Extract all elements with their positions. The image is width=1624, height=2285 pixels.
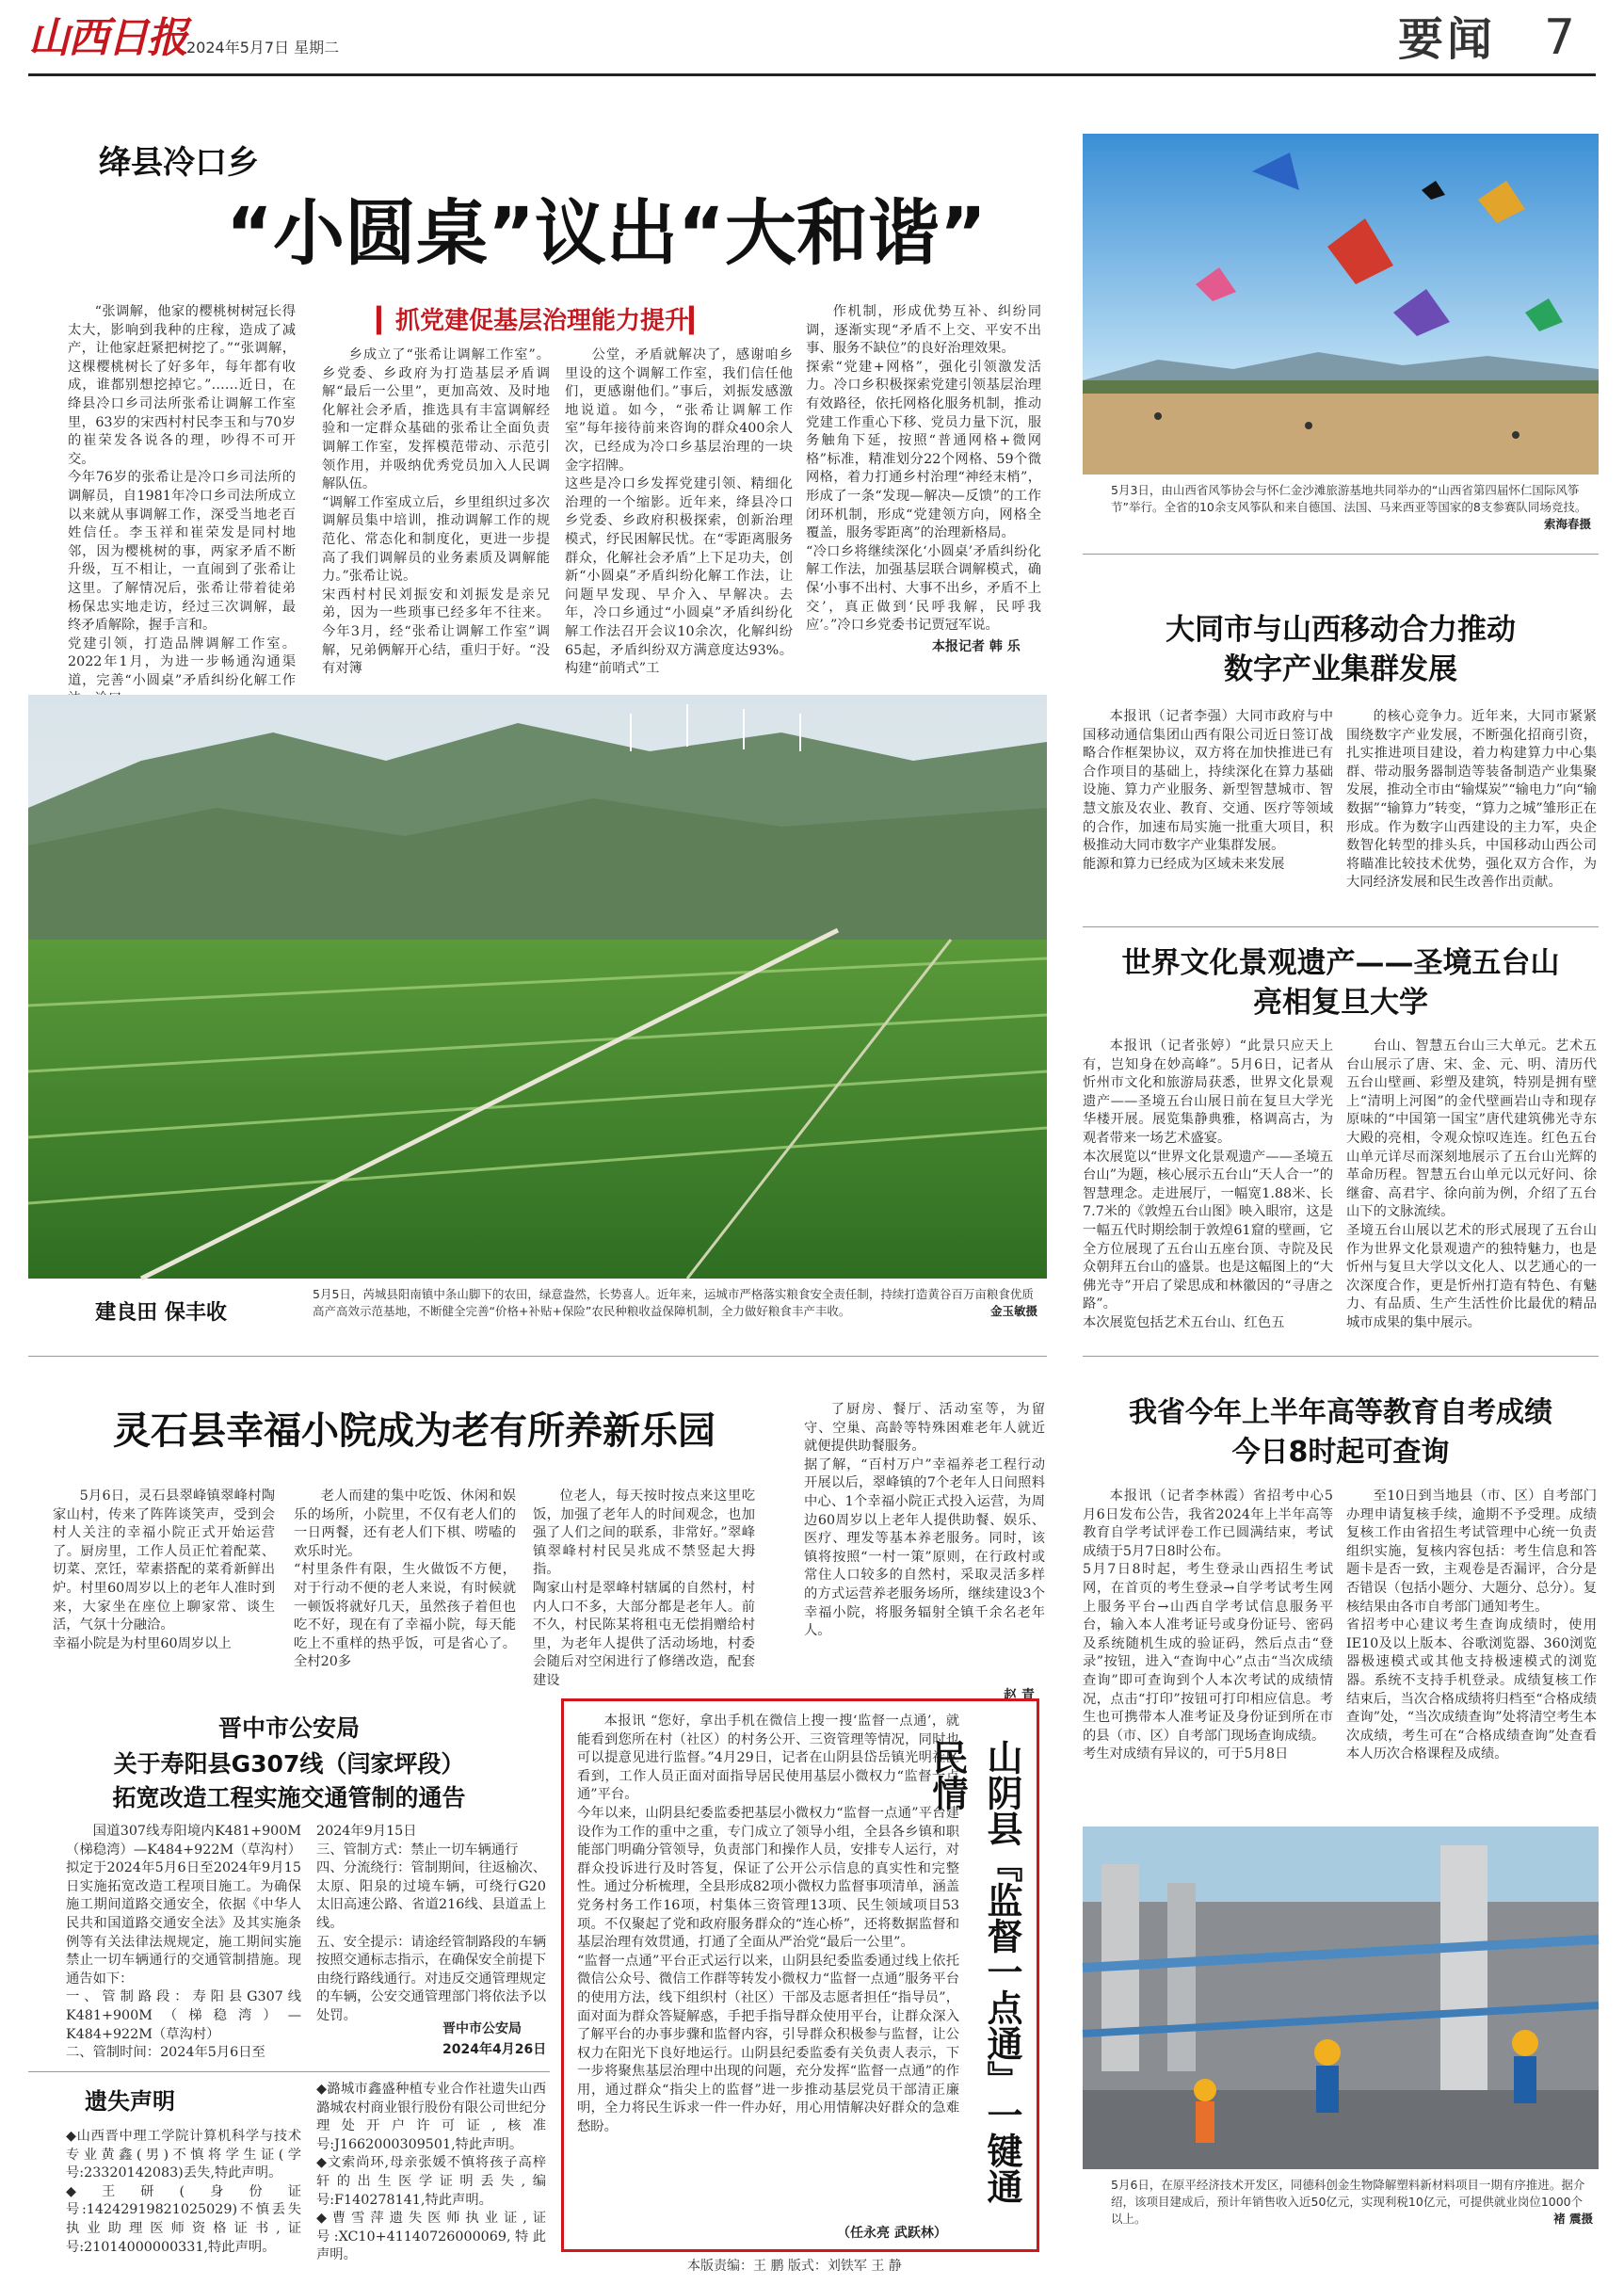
notice-org: 晋中市公安局: [217, 1714, 360, 1742]
article-title: “小圆桌”议出“大和谐”: [226, 191, 987, 275]
lost-col-1: ◆山西晋中理工学院计算机科学与技术专业黄鑫(男)不慎将学生证(学号:23320142083)丢失,特此声明。 ◆王研(身份证号:14242919821025029)不慎丢失执业助理医师资格证书,证号:21014000000331,特此声明。: [66, 2129, 301, 2255]
lingshi-title: 灵石县幸福小院成为老有所养新乐园: [113, 1409, 716, 1453]
lost-title: 遗失声明: [85, 2088, 175, 2115]
lingshi-col-1: 5月6日，灵石县翠峰镇翠峰村陶家山村，传来了阵阵谈笑声，受到会村人关注的幸福小院正式开始运营了。厨房里，工作人员正忙着配菜、切菜、烹饪，荤素搭配的菜肴新鲜出炉。村里60周岁以上的老年人准时到来，大家坐在座位上聊家常、谈生活，气氛十分融洽。 幸福小院是为村里60周岁以上: [53, 1488, 275, 1651]
article-lengkou: [28, 94, 1047, 688]
lost-col-2: ◆潞城市鑫盛种植专业合作社遗失山西潞城农村商业银行股份有限公司世纪分理处开户许可证,核准号:J1662000309501,特此声明。 ◆文索尚环,母亲张媛不慎将孩子高梓轩的出生医学证明丢失,编号:F140278141,特此声明。 ◆曹雪萍遗失医师执业证,证号:XC10+41140726000069,特此声明。: [316, 2082, 546, 2263]
exam-col-1: 本报讯（记者李林霞）省招考中心5月6日发布公告，我省2024年上半年高等教育自学考试评卷工作已圆满结束，考试成绩于5月7日8时公布。 5月7日8时起，考生登录山西招生考试网，在首页的考生登录→自学考试考生网上服务平台→山西自学考试信息服务平台，输入本人准考证号或身份证号、密码及系统随机生成的验证码，然后点击“登录”按钮，进入“查询中心”点击“当次成绩查询”即可查询到个人本次考试的成绩情况，点击“打印”按钮可打印相应信息。考生也可携带本人准考证及身份证到所在市的县（市、区）自考部门现场查询成绩。 考生对成绩有异议的，可于5月8日: [1083, 1488, 1333, 1762]
exam-col-2: 至10日到当地县（市、区）自考部门办理申请复核手续，逾期不予受理。成绩复核工作由省招生考试管理中心统一负责组织实施，复核内容包括：考生信息和答题卡是否一致，主观卷是否漏评，合分是否错误（包括小题分、大题分、总分）。复核结果由各市自考部门通知考生。 省招考中心建议考生查询成绩时，使用IE10及以上版本、谷歌浏览器、360浏览器极速模式或其他支持极速模式的浏览器。系统不支持手机登录。成绩复核工作结束后，当次合格成绩将归档至“合格成绩查询”处，“当次成绩查询”处将清空考生本次成绩，考生可在“合格成绩查询”处查看本人历次合格课程及成绩。: [1346, 1488, 1597, 1762]
factory-credit: 褚 震摄: [1553, 2212, 1593, 2226]
masthead: [0, 0, 1624, 77]
shanyin-text: 本报讯 “您好，拿出手机在微信上搜一搜‘监督一点通’，就能看到您所在村（社区）的村务公开、三资管理等情况，同时也可以提意见进行监督。”4月29日，记者在山阴县岱岳镇光明社区看到，工作人员正面对面指导居民使用基层小微权力“监督一点通”平台。 今年以来，山阴县纪委监委把基层小微权力“监督一点通”平台建设作为工作的重中之重，专门成立了领导小组，全县各乡镇和职能部门明确分管领导，负责部门和操作人员，安排专人运行，对群众投诉进行及时答复，保证了公开公示信息的真实性和完整性。通过分析梳理，全县形成82项小微权力监督事项清单，涵盖党务村务工作16项，村集体三资管理13项、民生领域项目53项。不仅聚起了党和政府服务群众的“连心桥”，还将数据监督和基层治理有效贯通，打通了全面从严治党“最后一公里”。 “监督一点通”平台正式运行以来，山阴县纪委监委通过线上依托微信公众号、微信工作群等转发小微权力“监督一点通”服务平台的使用方法，线下组织村（社区）干部及志愿者担任“指导员”，面对面为群众答疑解惑，手把手指导群众使用平台，让群众深入了解平台的办事步骤和监督内容，引导群众积极参与监督，让公权力在阳光下良好地运行。山阴县纪委监委有关负责人表示，下一步将聚焦基层治理中出现的问题，充分发挥“监督一点通”的作用，通过群众“指尖上的监督”进一步推动基层党员干部清正廉明，全力将民生诉求一件一件办好，用心用情解决好群众的急难愁盼。: [577, 1714, 959, 2135]
rule-notice-bottom: [28, 2071, 550, 2072]
lost-statements: [28, 2079, 550, 2263]
issue-date: 2024年5月7日 星期二: [186, 39, 340, 56]
kites-caption: [1111, 482, 1591, 539]
factory-caption: [1111, 2177, 1593, 2235]
fields-caption-text: 5月5日，芮城县阳南镇中条山脚下的农田，绿意盎然，长势喜人。近年来，运城市严格落实粮食安全责任制，持续打造黄谷百万亩粮食优质高产高效示范基地，不断健全完善“价格+补贴+保险”农民种粮收益保障机制，全力做好粮食丰产丰收。: [313, 1287, 1034, 1318]
lingshi-col-4: 了厨房、餐厅、活动室等，为留守、空巢、高龄等特殊困难老年人就近就便提供助餐服务。 据了解，“百村万户”幸福养老工程行动开展以后，翠峰镇的7个老年人日间照料中心、1个幸福小院正式投入运营，为周边60周岁以上老年人提供助餐、娱乐、医疗、理发等基本养老服务。同时，该镇将按照“一村一策”原则，在行政村或常住人口较多的自然村，采取灵活多样的方式运营养老服务场所，继续建设3个幸福小院，将服务辐射全镇千余名老年人。: [804, 1402, 1045, 1639]
fields-caption: [313, 1286, 1037, 1343]
rule-right-1: [1083, 554, 1599, 555]
photo-fields: [28, 695, 1047, 1279]
kites-credit: 索海春摄: [1543, 517, 1591, 531]
shanyin-title: 山阴县『监督一点通』一键通民情: [926, 1739, 1022, 2204]
rule-right-2: [1083, 926, 1599, 927]
notice-title: 关于寿阳县G307线（闫家坪段） 拓宽改造工程实施交通管制的通告: [112, 1750, 466, 1811]
article-subhead: [322, 305, 763, 337]
shanyin-box: [561, 1698, 1039, 2252]
fields-image: [28, 695, 1047, 1279]
rule-right-3: [1083, 1356, 1599, 1357]
lingshi-col-2: 老人而建的集中吃饭、休闲和娱乐的场所，小院里，不仅有老人们的一日两餐，还有老人们下棋、唠嗑的欢乐时光。 “村里条件有限，生火做饭不方便，对于行动不便的老人来说，有时候就一顿饭将就好几天，虽然孩子着但也吃不好，现在有了幸福小院，每天能吃上不重样的热乎饭，可是省心了。全村20多: [294, 1488, 516, 1670]
datong-title: 大同市与山西移动合力推动 数字产业集群发展: [1166, 613, 1516, 686]
factory-caption-text: 5月6日，在原平经济技术开发区，同德科创金生物降解塑料新材料项目一期有序推进。据介绍，该项目建成后，预计年销售收入近50亿元，实现利税10亿元，可提供就业岗位1000个以上。: [1111, 2178, 1585, 2226]
kites-caption-text: 5月3日，由山西省风筝协会与怀仁金沙滩旅游基地共同举办的“山西省第四届怀仁国际风筝节”举行。全省的10余支风筝队和来自德国、法国、马来西亚等国家的8支参赛队同场竞技。: [1111, 483, 1587, 514]
newspaper-logo: 山西日报: [28, 14, 186, 62]
notice-col-1: 国道307线寿阳境内K481+900M（梯稳湾）—K484+922M（草沟村）拟定于2024年5月6日至2024年9月15日实施拓宽改造工程项目施工。为确保施工期间道路交通安全，依据《中华人民共和国道路交通安全法》及其实施条例等有关法律法规规定，施工期间实施禁止一切车辆通行的交通管制措施。现通告如下： 一、管制路段：寿阳县G307线K481+900M（梯稳湾）—K484+922M（草沟村） 二、管制时间：2024年5月6日至: [66, 1824, 301, 2061]
section-name: 要闻: [1398, 13, 1497, 66]
article-col-1: “张调解，他家的樱桃树树冠长得太大，影响到我种的庄稼，造成了减产，让他家赶紧把树挖了。”“张调解，这棵樱桃树长了好多年，每年都有收成，谁都别想挖掉它。”……近日，在绛县冷口乡司法所张希让调解工作室里，63岁的宋西村村民李玉和与70岁的崔荣发各说各的理，吵得不可开交。 今年76岁的张希让是冷口乡司法所的调解员，自1981年冷口乡司法所成立以来就从事调解工作，深受当地老百姓信任。李玉祥和崔荣发是同村地邻，因为樱桃树的事，两家矛盾不断升级，互不相让，一直闹到了张希让这里。了解情况后，张希让带着徒弟杨保忠实地走访，经过三次调解，最终矛盾解除，握手言和。 党建引领，打造品牌调解工作室。2022年1月，为进一步畅通沟通渠道，完善“小圆桌”矛盾纠纷化解工作: [68, 304, 296, 688]
article-byline: 本报记者 韩 乐: [932, 639, 1021, 654]
wutai-col-1: 本报讯（记者张婷）“此景只应天上有，岂知身在妙高峰”。5月6日，记者从忻州市文化和旅游局获悉，世界文化景观遗产——圣境五台山展日前在复旦大学光华楼开展。展览集静典雅，格调高古，为观者带来一场艺术盛宴。 本次展览以“世界文化景观遗产——圣境五台山”为题，核心展示五台山“天人合一”的智慧理念。走进展厅，一幅宽1.88米、长7.7米的《敦煌五台山图》映入眼帘，这是一幅五代时期绘制于敦煌61窟的壁画，它全方位展现了五台山五座台顶、寺院及民众朝拜五台山的盛景。也是这幅图上的“大佛光寺”开启了梁思成和林徽因的“寻唐之路”。 本次展览包括艺术五台山、红色五: [1083, 1038, 1333, 1330]
lingshi-col-3: 位老人，每天按时按点来这里吃饭，加强了老年人的时间观念，也加强了人们之间的联系，非常好。”翠峰镇翠峰村村民吴兆成不禁竖起大拇指。 陶家山村是翠峰村辖属的自然村，村内人口不多，大部分都是老年人。前不久，村民陈某将租屯无偿捐赠给村里，为老年人提供了活动场地，村委会随后对空闲进行了修缮改造，配套建设: [533, 1488, 755, 1688]
subhead-text: 抓党建促基层治理能力提升: [394, 307, 689, 335]
photo-kites: [1083, 134, 1599, 475]
notice-col-2: 2024年9月15日 三、管制方式：禁止一切车辆通行 四、分流绕行：管制期间，往返榆次、太原、阳泉的过境车辆，可绕行G20太旧高速公路、省道216线、县道盂上线。 五、安全提示：请途经管制路段的车辆按照交通标志指示，在确保安全前提下由绕行路线通行。对违反交通管理规定的车辆，公安交通管理部门将依法予以处罚。: [316, 1824, 546, 2023]
factory-image: [1083, 1826, 1599, 2169]
subhead-bar-right: ▎: [689, 307, 708, 335]
photo-factory: [1083, 1826, 1599, 2169]
wutai-title: 世界文化景观遗产——圣境五台山 亮相复旦大学: [1121, 946, 1560, 1020]
article-kicker: 绛县冷口乡: [99, 144, 259, 182]
page-number: 7: [1544, 9, 1576, 66]
notice-sign-date: 2024年4月26日: [442, 2042, 547, 2057]
subhead-bar-left: ▎: [376, 307, 395, 335]
wutai-col-2: 台山、智慧五台山三大单元。艺术五台山展示了唐、宋、金、元、明、清历代五台山壁画、彩塑及建筑，特别是拥有壁上“清明上河图”的金代壁画岩山寺和现存原味的“中国第一国宝”唐代建筑佛光寺东大殿的亮相，令观众惊叹连连。红色五台山单元详尽而深刻地展示了五台山光辉的革命历程。智慧五台山单元以元好问、徐继畲、高君宇、徐向前为例，介绍了五台山下的文脉流续。 圣境五台山展以艺术的形式展现了五台山作为世界文化景观遗产的独特魅力，也是忻州与复旦大学以文化人、以艺通心的一次深度合作，更是忻州打造有特色、有魅力、有品质、生产生活性价比最优的精品城市成果的集中展示。: [1346, 1038, 1597, 1330]
article-col-2: 乡成立了“张希让调解工作室”。乡党委、乡政府为打造基层矛盾调解“最后一公里”，更加高效、及时地化解社会矛盾，推选具有丰富调解经验和一定群众基础的张希让全面负责调解工作室，发挥模范带动、示范引领作用，并吸纳优秀党员加入人民调解队伍。 “调解工作室成立后，乡里组织过多次调解员集中培训，推动调解工作的规范化、常态化和制度化，更进一步提高了我们调解员的业务素质及调解能力。”张希让说。 宋西村村民刘振安和刘振发是亲兄弟，因为一些琐事已经多年不往来。今年3月，经“张希让调解工作室”调解，兄弟俩解开心结，重归于好。“没有对簿: [322, 347, 550, 677]
shanyin-byline: （任永亮 武跃林）: [837, 2226, 947, 2241]
article-col-3: 公堂，矛盾就解决了，感谢咱乡里设的这个调解工作室，我们信任他们，更感谢他们。”事后，刘振发感激地说道。如今，“张希让调解工作室”每年接待前来咨询的群众400余人次，已经成为冷口乡基层治理的一块金字招牌。 这些是冷口乡发挥党建引领、精细化治理的一个缩影。近年来，绛县冷口乡党委、乡政府积极探索，创新治理模式，纾民困解民忧。在“零距离服务群众，化解社会矛盾”上下足功夫，创新“小圆桌”矛盾纠纷化解工作法，让问题早发现、早介入、早解决。去年，冷口乡通过“小圆桌”矛盾纠纷化解工作法召开会议10余次，化解纠纷65起，矛盾纠纷双方满意度达93%。构建“前哨式”工: [565, 347, 793, 677]
kites-image: [1083, 134, 1599, 475]
exam-title: 我省今年上半年高等教育自考成绩 今日8时起可查询: [1129, 1396, 1552, 1469]
notice-signer: 晋中市公安局: [442, 2021, 522, 2036]
article-col-4: 作机制，形成优势互补、纠纷同调，逐渐实现“矛盾不上交、平安不出事、服务不缺位”的良好治理效果。 探索“党建+网格”，强化引领激发活力。冷口乡积极探索党建引领基层治理有效路径，依托网格化服务机制，推动党建工作重心下移、党员力量下沉，服务触角下延，按照“普通网格+微网格”标准，精准划分22个网格、59个微网格，着力打通乡村治理“神经末梢”，形成了一条“发现—解决—反馈”的工作闭环机制，形成“党建领方向，网格全覆盖，服务零距离”的治理新格局。 “冷口乡将继续深化‘小圆桌’矛盾纠纷化解工作法，加强基层联合调解模式，确保‘小事不出村、大事不出乡，矛盾不上交’，真正做到‘民呼我解，民呼我应’。”冷口乡党委书记贾冠军说。: [806, 304, 1041, 634]
fields-label: 建良田 保丰收: [28, 1280, 294, 1346]
traffic-notice: [28, 1704, 550, 2068]
masthead-rule: [28, 73, 1596, 76]
datong-col-2: 的核心竞争力。近年来，大同市紧紧围绕数字产业发展，不断强化招商引资，扎实推进项目建设，着力构建算力中心集群、带动服务器制造等装备制造产业集聚发展，推动全市由“输煤炭”“输电力”向“输数据”“输算力”转变，“算力之城”雏形正在形成。作为数字山西建设的主力军，央企数智化转型的排头兵，中国移动山西公司将瞄准比较技术优势，强化双方合作，为大同经济发展和民生改善作出贡献。: [1346, 709, 1597, 891]
datong-col-1: 本报讯（记者李强）大同市政府与中国移动通信集团山西有限公司近日签订战略合作框架协议，双方将在加快推进已有合作项目的基础上，持续深化在算力基础设施、算力产业服务、新型智慧城市、智慧文旅及农业、教育、交通、医疗等领域的合作，加速布局实施一批重大项目，积极推动大同市数字产业集群发展。 能源和算力已经成为区域未来发展: [1083, 709, 1333, 872]
rule-mid-1: [28, 1356, 1047, 1357]
fields-credit: 金玉敏摄: [989, 1304, 1037, 1318]
lingshi-byline: 赵 青: [1004, 1688, 1035, 1703]
page-footer: 本版责编：王 鹏 版式：刘铁军 王 静: [687, 2259, 902, 2274]
